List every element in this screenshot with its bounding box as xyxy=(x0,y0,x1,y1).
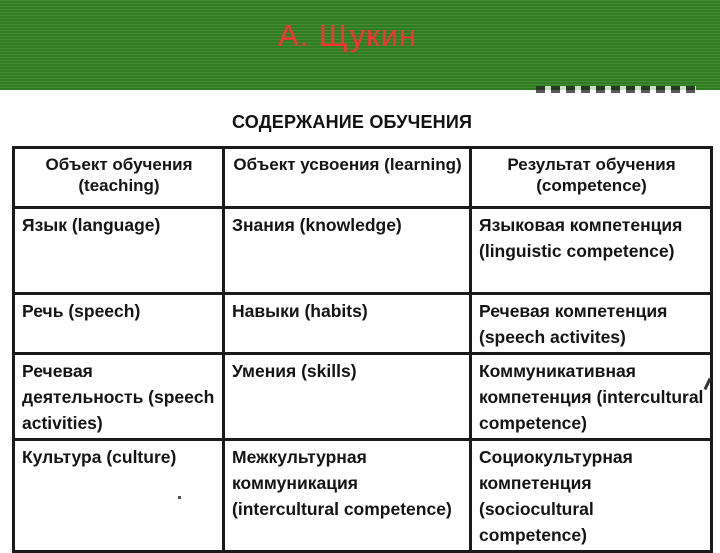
column-header-competence: Результат обучения (competence) xyxy=(471,148,712,208)
table-cell: Язык (language) xyxy=(14,208,224,294)
table-cell: Умения (skills) xyxy=(224,354,471,440)
table-header-row xyxy=(14,148,712,208)
table-cell: Знания (knowledge) xyxy=(224,208,471,294)
header-band xyxy=(0,0,720,90)
slide-title: А. Щукин xyxy=(278,18,418,53)
table-row xyxy=(14,208,712,294)
table-cell: Навыки (habits) xyxy=(224,294,471,354)
table-row xyxy=(14,354,712,440)
table-cell: Языковая компетенция (linguistic competence) xyxy=(471,208,712,294)
table-row xyxy=(14,294,712,354)
scan-dot xyxy=(178,496,181,499)
table-cell: Коммуникативная компетенция (intercultural competence) xyxy=(471,354,712,440)
table-cell: Культура (culture) xyxy=(14,440,224,552)
column-header-teaching: Объект обучения (teaching) xyxy=(14,148,224,208)
table-row xyxy=(14,440,712,552)
content-table xyxy=(12,146,713,553)
table-cell: Социокультурная компетенция (sociocultural competence) xyxy=(471,440,712,552)
document-heading: СОДЕРЖАНИЕ ОБУЧЕНИЯ xyxy=(232,112,473,132)
table-cell: Межкультурная коммуникация (intercultural competence) xyxy=(224,440,471,552)
scan-artifact-strip xyxy=(536,86,696,93)
table-cell: Речь (speech) xyxy=(14,294,224,354)
table-cell: Речевая деятельность (speech activities) xyxy=(14,354,224,440)
column-header-learning: Объект усвоения (learning) xyxy=(224,148,471,208)
table-cell: Речевая компетенция (speech activites) xyxy=(471,294,712,354)
